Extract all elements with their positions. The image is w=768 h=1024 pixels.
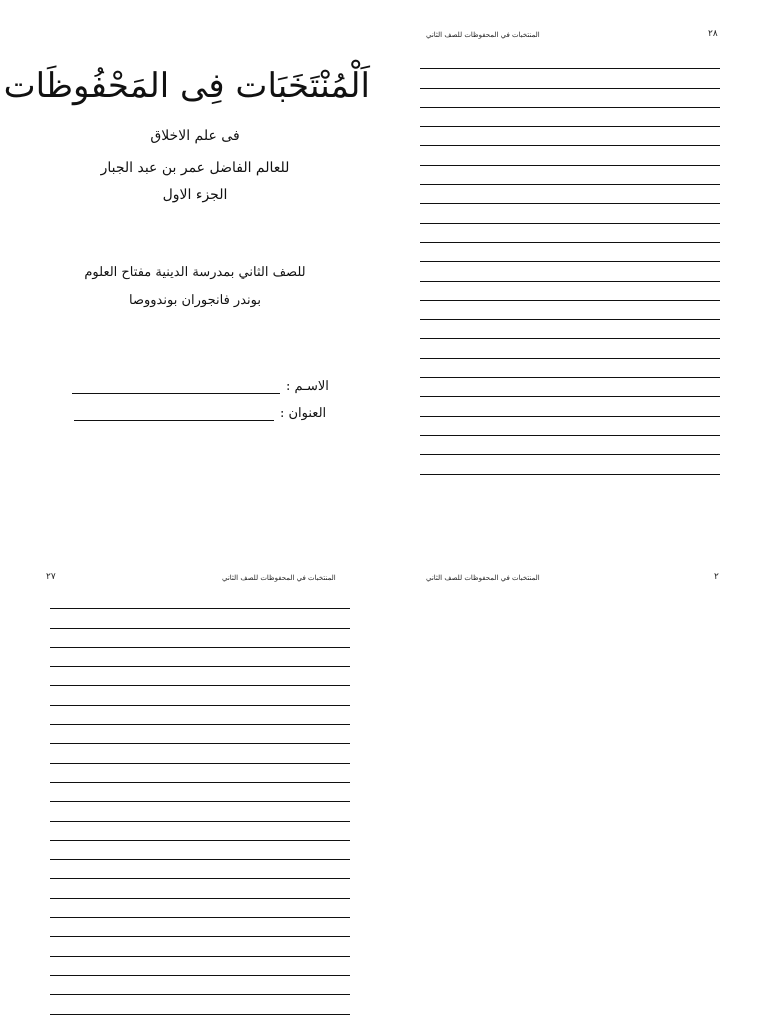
ruled-line (50, 629, 350, 648)
name-label: الاسـم : (286, 379, 329, 394)
page-number: ٢٨ (708, 29, 718, 39)
ruled-line (420, 69, 720, 88)
ruled-line (50, 957, 350, 976)
ruled-line (50, 648, 350, 667)
ruled-line (420, 359, 720, 378)
ruled-line (420, 127, 720, 146)
ruled-line (50, 879, 350, 898)
cover-part: الجزء الاول (162, 187, 228, 203)
ruled-line (50, 686, 350, 705)
ruled-line (420, 436, 720, 455)
ruled-line (420, 339, 720, 358)
ruled-line (50, 976, 350, 995)
cover-page (0, 0, 384, 512)
ruled-line (50, 937, 350, 956)
ruled-line (420, 320, 720, 339)
ruled-line (420, 262, 720, 281)
ruled-lines (50, 590, 350, 1015)
address-blank (74, 408, 274, 421)
cover-author: للعالم الفاضل عمر بن عبد الجبار (100, 160, 290, 176)
cover-grade-school: للصف الثاني بمدرسة الدينية مفتاح العلوم (84, 265, 306, 280)
ruled-line (50, 841, 350, 860)
cover-title: اَلْمُنْتَخَبَات فِى المَحْفُوظَات (3, 66, 370, 106)
ruled-line (420, 166, 720, 185)
address-field (74, 406, 326, 421)
ruled-line (420, 50, 720, 69)
ruled-line (420, 417, 720, 436)
cover-location: بوندر فانجوران بوندووصا (129, 293, 261, 308)
ruled-line (50, 609, 350, 628)
ruled-line (50, 783, 350, 802)
ruled-line (420, 89, 720, 108)
ruled-line (50, 899, 350, 918)
page-number: ٢ (714, 572, 719, 582)
address-label: العنوان : (280, 406, 327, 421)
ruled-line (420, 224, 720, 243)
page-27 (0, 512, 384, 1024)
cover-subject: فى علم الاخلاق (150, 128, 240, 144)
ruled-line (420, 204, 720, 223)
page-28 (384, 0, 768, 512)
ruled-line (420, 282, 720, 301)
ruled-line (420, 397, 720, 416)
ruled-line (50, 744, 350, 763)
running-head: المنتخبات في المحفوظات للصف الثاني (222, 574, 336, 582)
running-head: المنتخبات في المحفوظات للصف الثاني (426, 31, 540, 39)
ruled-lines (420, 50, 720, 475)
ruled-line (420, 243, 720, 262)
ruled-line (50, 667, 350, 686)
ruled-line (50, 764, 350, 783)
ruled-line (50, 918, 350, 937)
ruled-line (50, 822, 350, 841)
ruled-line (420, 455, 720, 474)
ruled-line (420, 378, 720, 397)
name-blank (72, 381, 280, 394)
ruled-line (420, 146, 720, 165)
ruled-line (420, 301, 720, 320)
page-number: ٢٧ (46, 572, 56, 582)
ruled-line (50, 860, 350, 879)
ruled-line (50, 590, 350, 609)
name-field (72, 379, 329, 394)
ruled-line (50, 995, 350, 1014)
ruled-line (50, 802, 350, 821)
running-head: المنتخبات في المحفوظات للصف الثاني (426, 574, 540, 582)
ruled-line (420, 108, 720, 127)
ruled-line (50, 725, 350, 744)
page-2 (384, 512, 768, 1024)
ruled-line (50, 706, 350, 725)
ruled-line (420, 185, 720, 204)
